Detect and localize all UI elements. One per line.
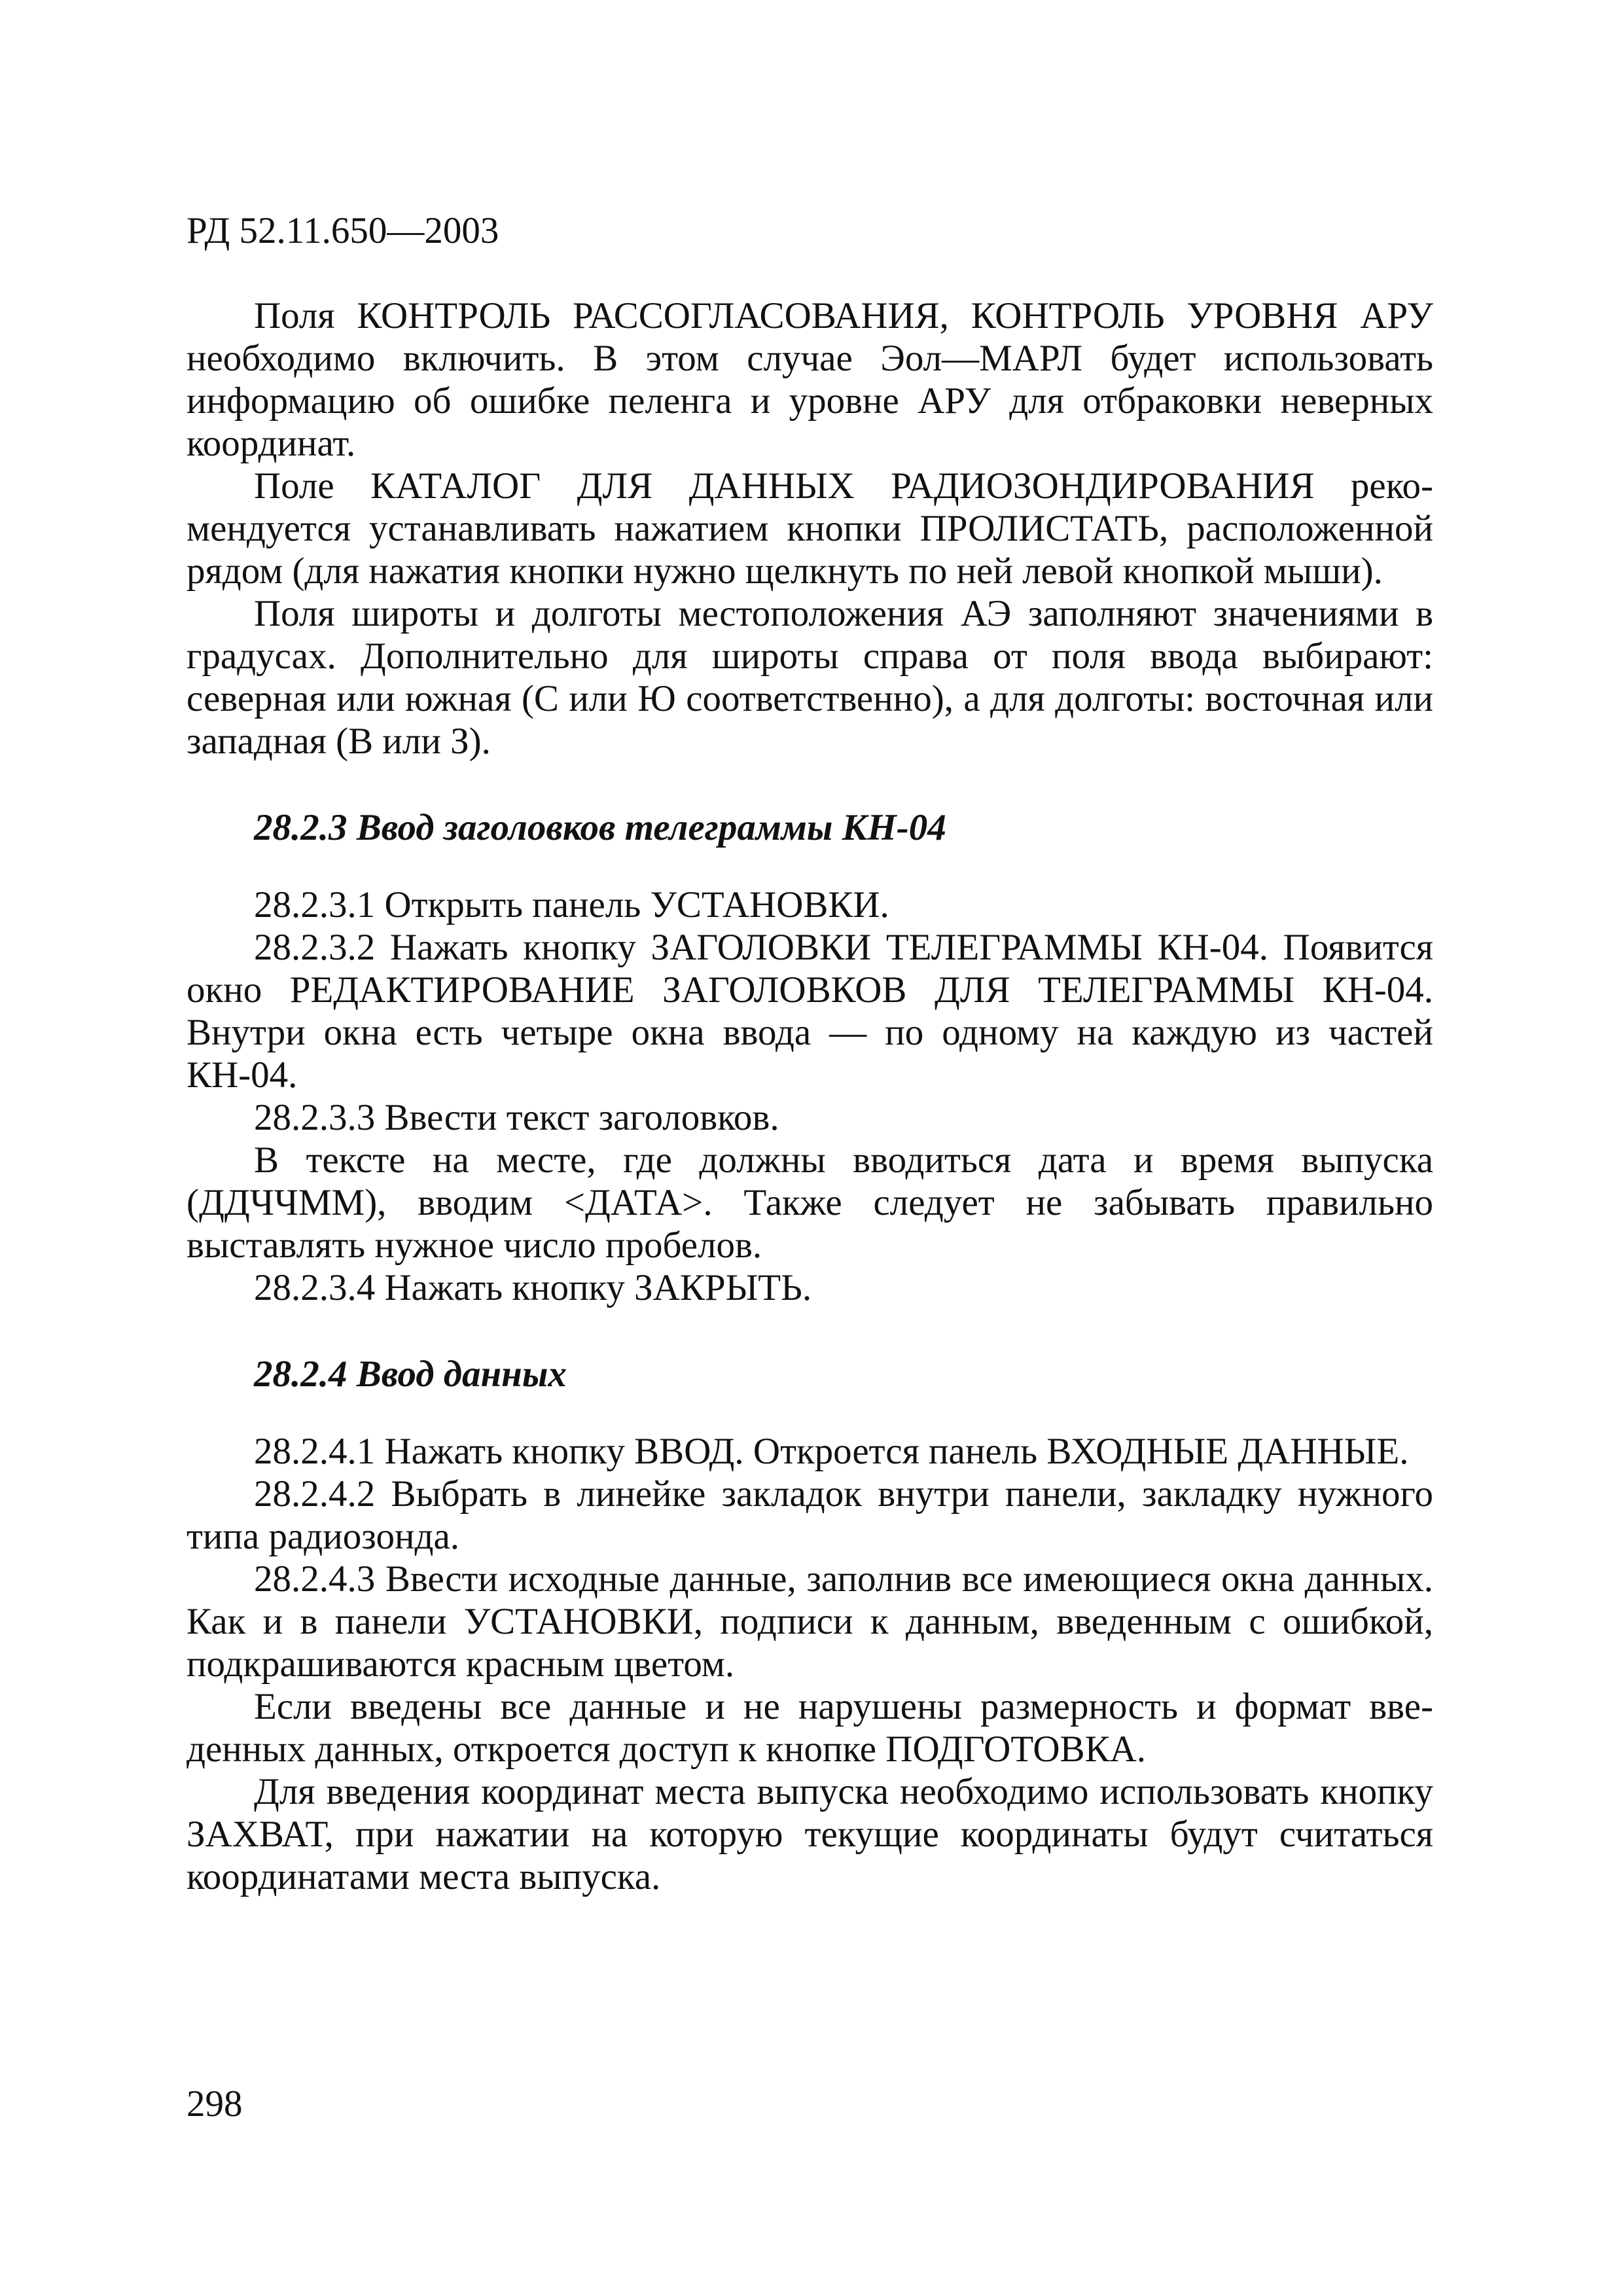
step-press-input-button: 28.2.4.1 Нажать кнопку ВВОД. Откроется панель ВХОДНЫЕ ДАННЫЕ. [254,1431,1409,1472]
paragraph-date-placeholder: В тексте на месте, где должны вводиться дата и время выпуска (ДДЧЧММ), вводим <ДАТА>. Также следует не забывать правильно выставлять нужное число пробелов. [187,1139,1433,1266]
section-heading-data-input: 28.2.4 Ввод данных [254,1354,567,1395]
paragraph-lat-long-fields: Поля широты и долготы местоположения АЭ заполняют значениями в градусах. Дополнительно для широты справа от поля ввода выбирают: северная или южная (С или Ю соответственно), а для долготы: восточная или западная (В или З). [187,593,1433,762]
section-heading-headers-input: 28.2.3 Ввод заголовков телеграммы КН-04 [254,807,946,848]
step-enter-header-text: 28.2.3.3 Ввести текст заголовков. [254,1097,779,1138]
paragraph-catalog-field: Поле КАТАЛОГ ДЛЯ ДАННЫХ РАДИОЗОНДИРОВАНИЯ рекомендуется устанавливать нажатием кнопки ПРОЛИСТАТЬ, расположенной рядом (для нажатия кнопки нужно щелкнуть по ней левой кнопкой мыши). [187,465,1433,592]
paragraph-control-fields: Поля КОНТРОЛЬ РАССОГЛАСОВАНИЯ, КОНТРОЛЬ УРОВНЯ АРУ необходимо включить. В этом случае Эол—МАРЛ будет использовать информацию об ошибке пеленга и уровне АРУ для отбраковки неверных координат. [187,295,1433,464]
paragraph-capture-button: Для введения координат места выпуска необходимо использовать кнопку ЗАХВАТ, при нажатии на которую текущие координаты будут считаться координатами места выпуска. [187,1771,1433,1897]
page-number: 298 [187,2083,243,2125]
step-open-settings: 28.2.3.1 Открыть панель УСТАНОВКИ. [254,884,889,925]
document-code-header: РД 52.11.650—2003 [187,210,499,251]
step-press-headers-button: 28.2.3.2 Нажать кнопку ЗАГОЛОВКИ ТЕЛЕГРАММЫ КН-04. Появится окно РЕДАКТИРОВАНИЕ ЗАГОЛОВКОВ ДЛЯ ТЕЛЕГРАММЫ КН-04. Внутри окна есть четыре окна ввода — по одному на каждую из частей КН-04. [187,927,1433,1096]
step-press-close-button: 28.2.3.4 Нажать кнопку ЗАКРЫТЬ. [254,1267,812,1308]
page-body [187,295,1433,1898]
step-select-tab: 28.2.4.2 Выбрать в линейке закладок внутри панели, закладку нужного типа радиозонда. [187,1473,1433,1557]
step-enter-source-data: 28.2.4.3 Ввести исходные данные, заполнив все имеющиеся окна данных. Как и в панели УСТАНОВКИ, подписи к данным, введенным с ошибкой, подкрашиваются красным цветом. [187,1558,1433,1685]
paragraph-preparation-access: Если введены все данные и не нарушены размерность и формат введенных данных, откроется доступ к кнопке ПОДГОТОВКА. [187,1686,1433,1770]
